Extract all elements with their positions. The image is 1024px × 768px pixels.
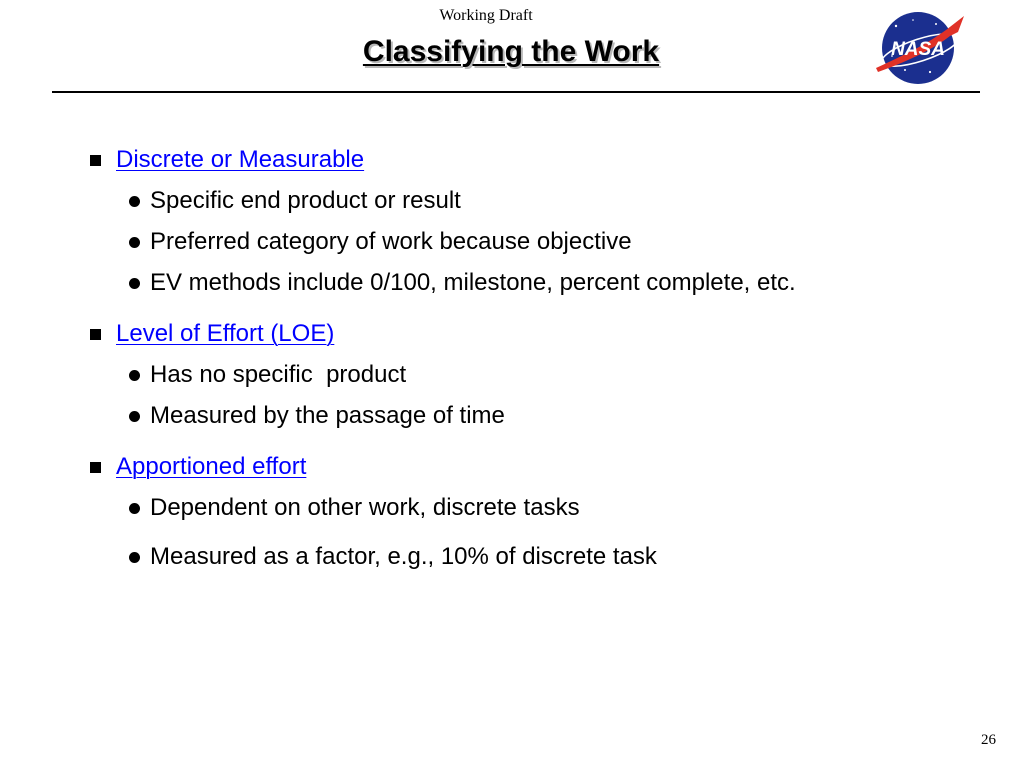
logo-wordmark: NASA [891, 39, 945, 60]
round-bullet-icon [129, 278, 140, 289]
round-bullet-icon [129, 370, 140, 381]
round-bullet-icon [129, 196, 140, 207]
logo-star [904, 69, 906, 71]
round-bullet-icon [129, 411, 140, 422]
list-item-text: Dependent on other work, discrete tasks [150, 494, 580, 521]
section-heading [90, 143, 364, 177]
section-heading [90, 317, 334, 351]
section-heading-text[interactable]: Discrete or Measurable [116, 146, 365, 173]
slide-title: Classifying the Work [362, 35, 660, 68]
section-heading-text[interactable]: Level of Effort (LOE) [116, 320, 335, 347]
list-item-text: Has no specific product [150, 361, 407, 388]
list-item-text: EV methods include 0/100, milestone, percent complete, etc. [150, 269, 796, 296]
list-item [129, 540, 657, 574]
logo-star [935, 23, 937, 25]
list-item-text: Measured as a factor, e.g., 10% of discrete task [150, 543, 657, 570]
square-bullet-icon [90, 329, 101, 340]
draft-label: Working Draft [439, 7, 533, 24]
logo-star [912, 19, 914, 21]
round-bullet-icon [129, 237, 140, 248]
list-item [129, 266, 796, 300]
list-item [129, 399, 505, 433]
square-bullet-icon [90, 155, 101, 166]
list-item [129, 225, 632, 259]
list-item [129, 491, 580, 525]
section-heading [90, 450, 306, 484]
section-heading-text[interactable]: Apportioned effort [116, 453, 307, 480]
round-bullet-icon [129, 503, 140, 514]
list-item-text: Specific end product or result [150, 187, 461, 214]
logo-star [929, 71, 931, 73]
nasa-logo [872, 10, 968, 86]
square-bullet-icon [90, 462, 101, 473]
list-item [129, 358, 406, 392]
list-item [129, 184, 461, 218]
title-divider [52, 91, 980, 93]
list-item-text: Preferred category of work because objective [150, 228, 632, 255]
logo-star [895, 25, 897, 27]
list-item-text: Measured by the passage of time [150, 402, 505, 429]
page-number: 26 [981, 732, 996, 748]
round-bullet-icon [129, 552, 140, 563]
